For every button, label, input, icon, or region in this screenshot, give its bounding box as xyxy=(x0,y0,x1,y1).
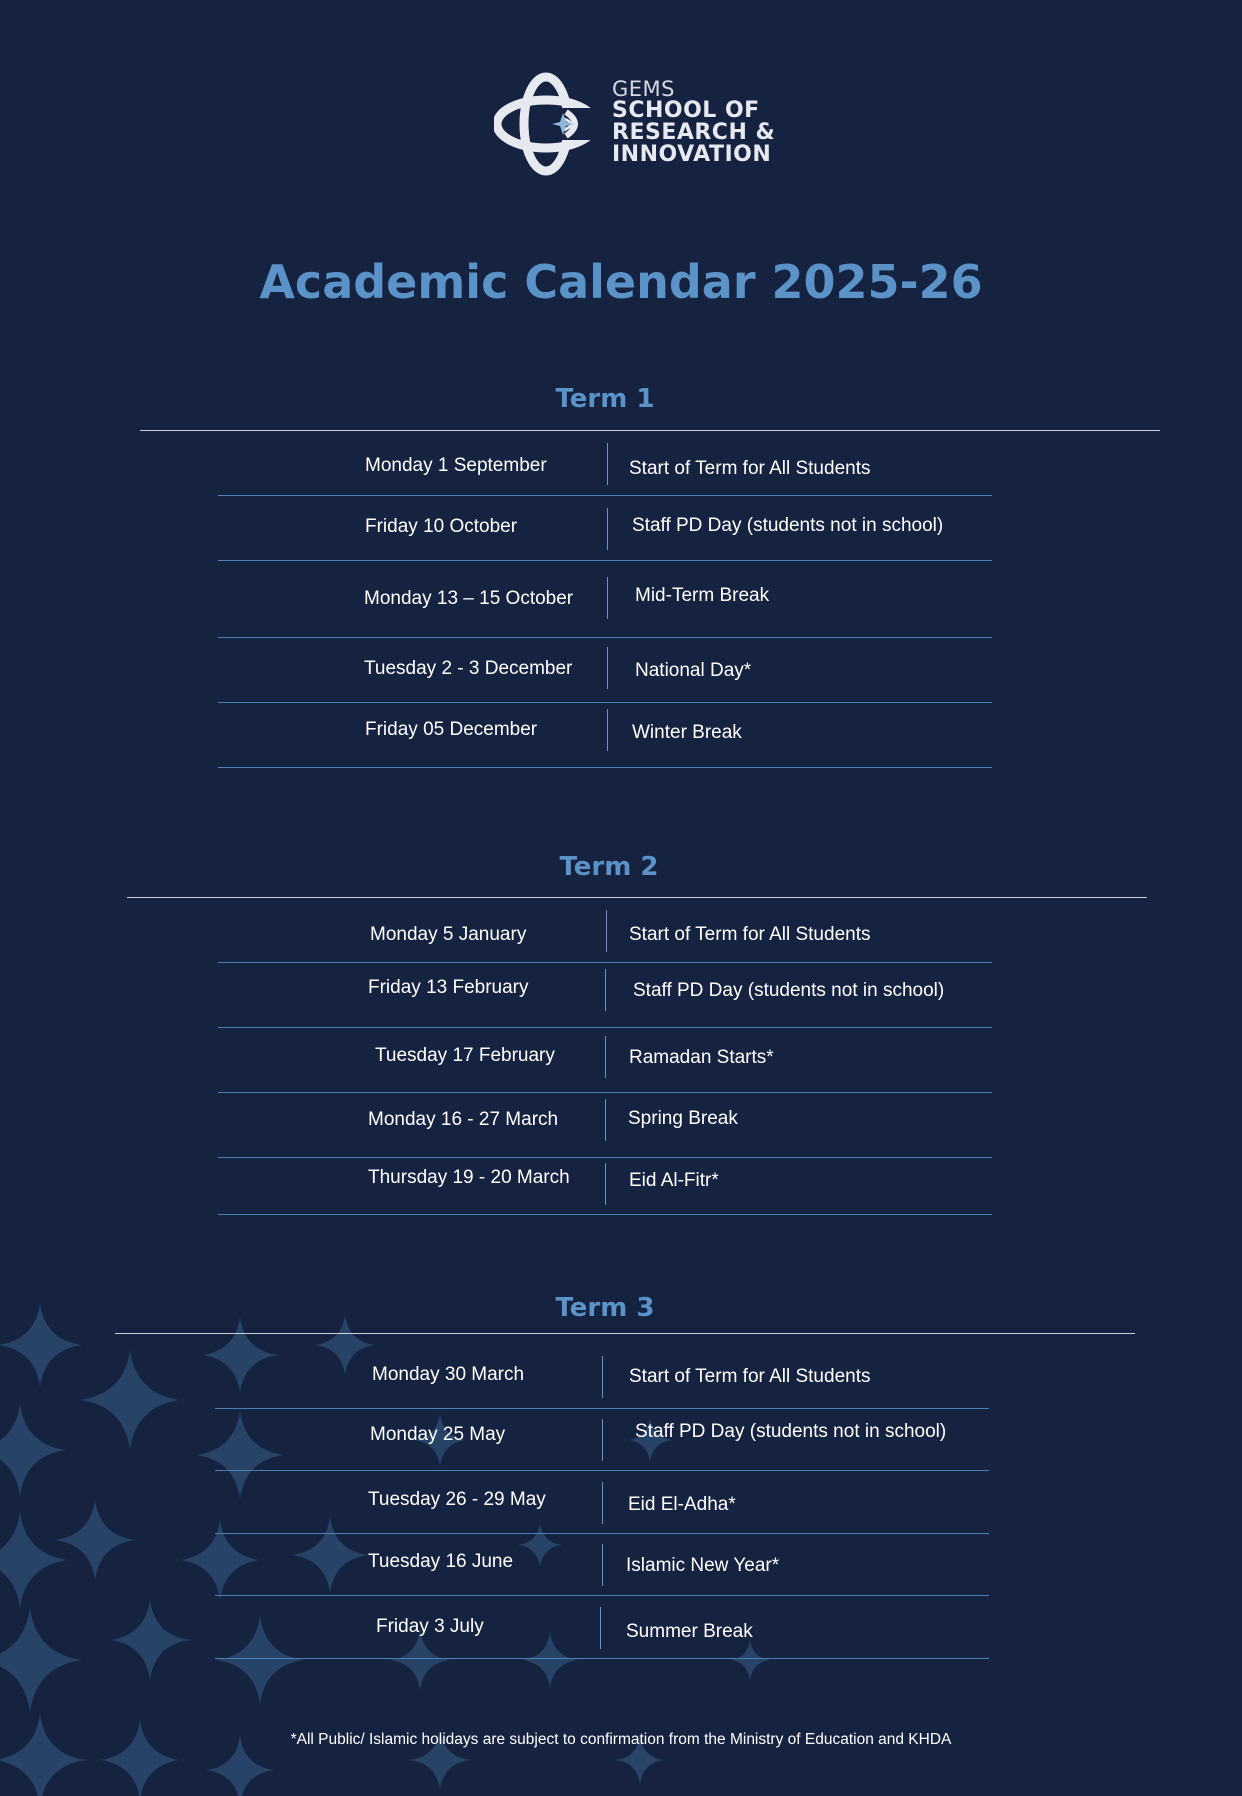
term-2-row-line xyxy=(218,1092,992,1093)
term-1-event: Start of Term for All Students xyxy=(629,458,871,479)
term-1-row-line xyxy=(218,767,992,768)
term-2-date: Friday 13 February xyxy=(368,977,529,998)
term-2-event: Ramadan Starts* xyxy=(629,1047,774,1068)
term-3-date: Monday 30 March xyxy=(372,1364,525,1385)
term-2-row-line xyxy=(218,1214,992,1215)
school-logo xyxy=(494,72,794,180)
term-2-row-line xyxy=(218,962,992,963)
term-1-row-line xyxy=(218,560,992,561)
term-3-divider xyxy=(602,1482,603,1524)
term-2-date: Thursday 19 - 20 March xyxy=(368,1167,570,1188)
term-2-date: Tuesday 17 February xyxy=(375,1045,555,1066)
term-3-row-line xyxy=(215,1595,989,1596)
term-3-divider xyxy=(602,1544,603,1586)
term-1-divider xyxy=(607,443,608,485)
term-2-rule xyxy=(127,897,1147,898)
term-2-row-line xyxy=(218,1027,992,1028)
term-3-rule xyxy=(115,1333,1135,1334)
term-1-date: Monday 1 September xyxy=(365,455,547,476)
term-1-row-line xyxy=(218,702,992,703)
term-3-divider xyxy=(602,1419,603,1461)
term-3-heading: Term 3 xyxy=(555,1293,655,1323)
term-1-divider xyxy=(607,577,608,619)
term-3-row-line xyxy=(215,1408,989,1409)
term-3-event: Staff PD Day (students not in school) xyxy=(635,1421,947,1442)
term-1-event: Staff PD Day (students not in school) xyxy=(632,515,944,536)
term-3-row-line xyxy=(215,1533,989,1534)
term-2-event: Start of Term for All Students xyxy=(629,924,871,945)
term-2-event: Eid Al-Fitr* xyxy=(629,1170,719,1191)
term-3-event: Summer Break xyxy=(626,1621,753,1642)
term-3-event: Eid El-Adha* xyxy=(628,1494,736,1515)
term-3-row-line xyxy=(215,1470,989,1471)
term-3-event: Islamic New Year* xyxy=(626,1555,780,1576)
term-1-event: National Day* xyxy=(635,660,752,681)
term-3-event: Start of Term for All Students xyxy=(629,1366,871,1387)
term-1-divider xyxy=(607,709,608,751)
term-3-date: Tuesday 26 - 29 May xyxy=(368,1489,546,1510)
term-1-date: Friday 10 October xyxy=(365,516,518,537)
term-2-date: Monday 16 - 27 March xyxy=(368,1109,559,1130)
term-1-divider xyxy=(607,508,608,550)
term-2-divider xyxy=(605,1099,606,1141)
term-3-divider xyxy=(600,1607,601,1649)
term-3-date: Friday 3 July xyxy=(376,1616,484,1637)
term-2-heading: Term 2 xyxy=(559,852,659,882)
term-2-divider xyxy=(605,969,606,1011)
term-1-date: Tuesday 2 - 3 December xyxy=(364,658,573,679)
term-1-date: Friday 05 December xyxy=(365,719,538,740)
term-3-date: Monday 25 May xyxy=(370,1424,506,1445)
school-name: GEMS SCHOOL OF RESEARCH & INNOVATION xyxy=(612,77,776,167)
footnote: *All Public/ Islamic holidays are subject to confirmation from the Ministry of Education and KHDA xyxy=(290,1731,952,1748)
term-3-date: Tuesday 16 June xyxy=(368,1551,514,1572)
term-3-divider xyxy=(602,1356,603,1398)
term-2-divider xyxy=(605,1163,606,1205)
term-2-event: Staff PD Day (students not in school) xyxy=(633,980,945,1001)
term-1-heading: Term 1 xyxy=(555,384,655,414)
term-1-event: Mid-Term Break xyxy=(635,585,770,606)
term-2-event: Spring Break xyxy=(628,1108,738,1129)
term-2-divider xyxy=(606,910,607,952)
term-1-divider xyxy=(607,647,608,689)
term-3-row-line xyxy=(215,1658,989,1659)
term-2-divider xyxy=(605,1036,606,1078)
term-2-row-line xyxy=(218,1157,992,1158)
term-1-date: Monday 13 – 15 October xyxy=(364,588,574,609)
term-1-rule xyxy=(140,430,1160,431)
term-1-row-line xyxy=(218,637,992,638)
orbit-logo-icon xyxy=(494,72,604,180)
term-1-event: Winter Break xyxy=(632,722,742,743)
page-title: Academic Calendar 2025-26 xyxy=(259,255,983,309)
term-2-date: Monday 5 January xyxy=(370,924,527,945)
term-1-row-line xyxy=(218,495,992,496)
